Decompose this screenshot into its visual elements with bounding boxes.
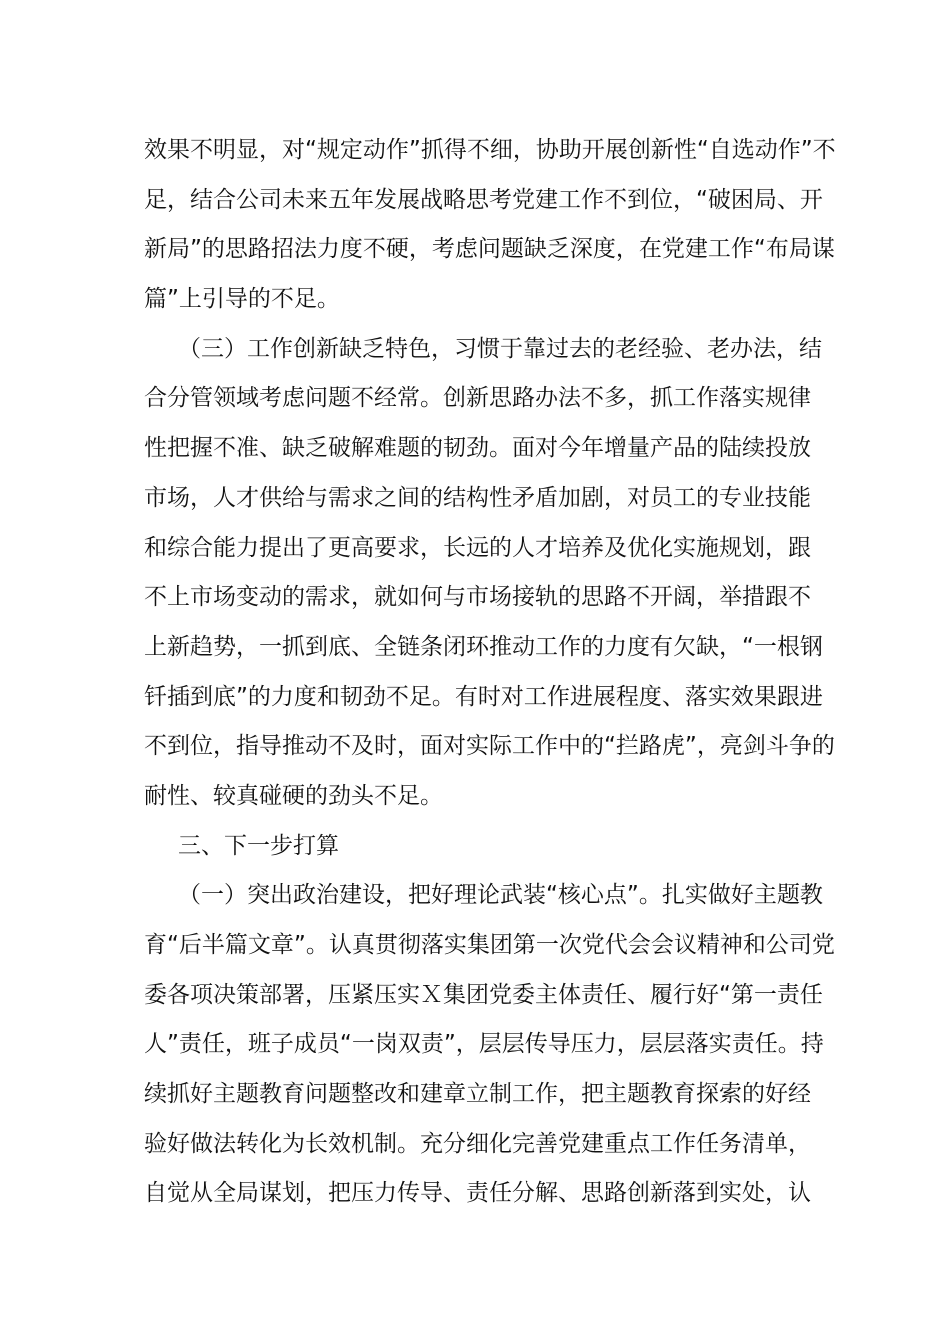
paragraph-p1-tail — [144, 126, 836, 325]
text-line: 性把握不准、缺乏破解难题的韧劲。面对今年增量产品的陆续投放 — [144, 435, 811, 462]
text-line: 钎插到底”的力度和韧劲不足。有时对工作进展程度、落实效果跟进 — [144, 683, 823, 710]
text-line: 续抓好主题教育问题整改和建章立制工作，把主题教育探索的好经 — [144, 1081, 811, 1108]
text-line: 验好做法转化为长效机制。充分细化完善党建重点工作任务清单， — [144, 1130, 811, 1157]
text-line: 自觉从全局谋划，把压力传导、责任分解、思路创新落到实处，认 — [144, 1180, 811, 1207]
text-line: 不到位，指导推动不及时，面对实际工作中的“拦路虎”，亮剑斗争的 — [144, 733, 835, 760]
paragraph-h3-next-steps — [144, 822, 809, 872]
text-line: 篇”上引导的不足。 — [144, 286, 340, 313]
text-line: 新局”的思路招法力度不硬，考虑问题缺乏深度，在党建工作“布局谋 — [144, 236, 835, 263]
text-line: 不上市场变动的需求，就如何与市场接轨的思路不开阔，举措跟不 — [144, 584, 811, 611]
text-line: 育“后半篇文章”。认真贯彻落实集团第一次党代会会议精神和公司党 — [144, 932, 835, 958]
text-line: 效果不明显，对“规定动作”抓得不细，协助开展创新性“自选动作”不 — [144, 137, 836, 163]
text-line: 市场，人才供给与需求之间的结构性矛盾加剧，对员工的专业技能 — [144, 484, 811, 511]
text-line: 上新趋势，一抓到底、全链条闭环推动工作的力度有欠缺，“一根钢 — [144, 633, 823, 660]
text-line: 耐性、较真碰硬的劲头不足。 — [144, 782, 443, 809]
text-line: 三、下一步打算 — [178, 832, 339, 859]
paragraph-p3-politics — [144, 871, 835, 1219]
text-line: 足，结合公司未来五年发展战略思考党建工作不到位，“破困局、开 — [144, 186, 823, 213]
text-line: 人”责任，班子成员“一岗双责”，层层传导压力，层层落实责任。持 — [144, 1031, 824, 1058]
text-line: 和综合能力提出了更高要求，长远的人才培养及优化实施规划，跟 — [144, 534, 811, 561]
paragraph-p2-innovation — [144, 325, 835, 822]
text-line: （一）突出政治建设，把好理论武装“核心点”。扎实做好主题教 — [178, 882, 823, 909]
text-line: 委各项决策部署，压紧压实Ｘ集团党委主体责任、履行好“第一责任 — [144, 981, 823, 1008]
text-line: 合分管领域考虑问题不经常。创新思路办法不多，抓工作落实规律 — [144, 385, 811, 412]
document-body — [144, 126, 836, 1219]
text-line: （三）工作创新缺乏特色，习惯于靠过去的老经验、老办法，结 — [178, 335, 822, 362]
